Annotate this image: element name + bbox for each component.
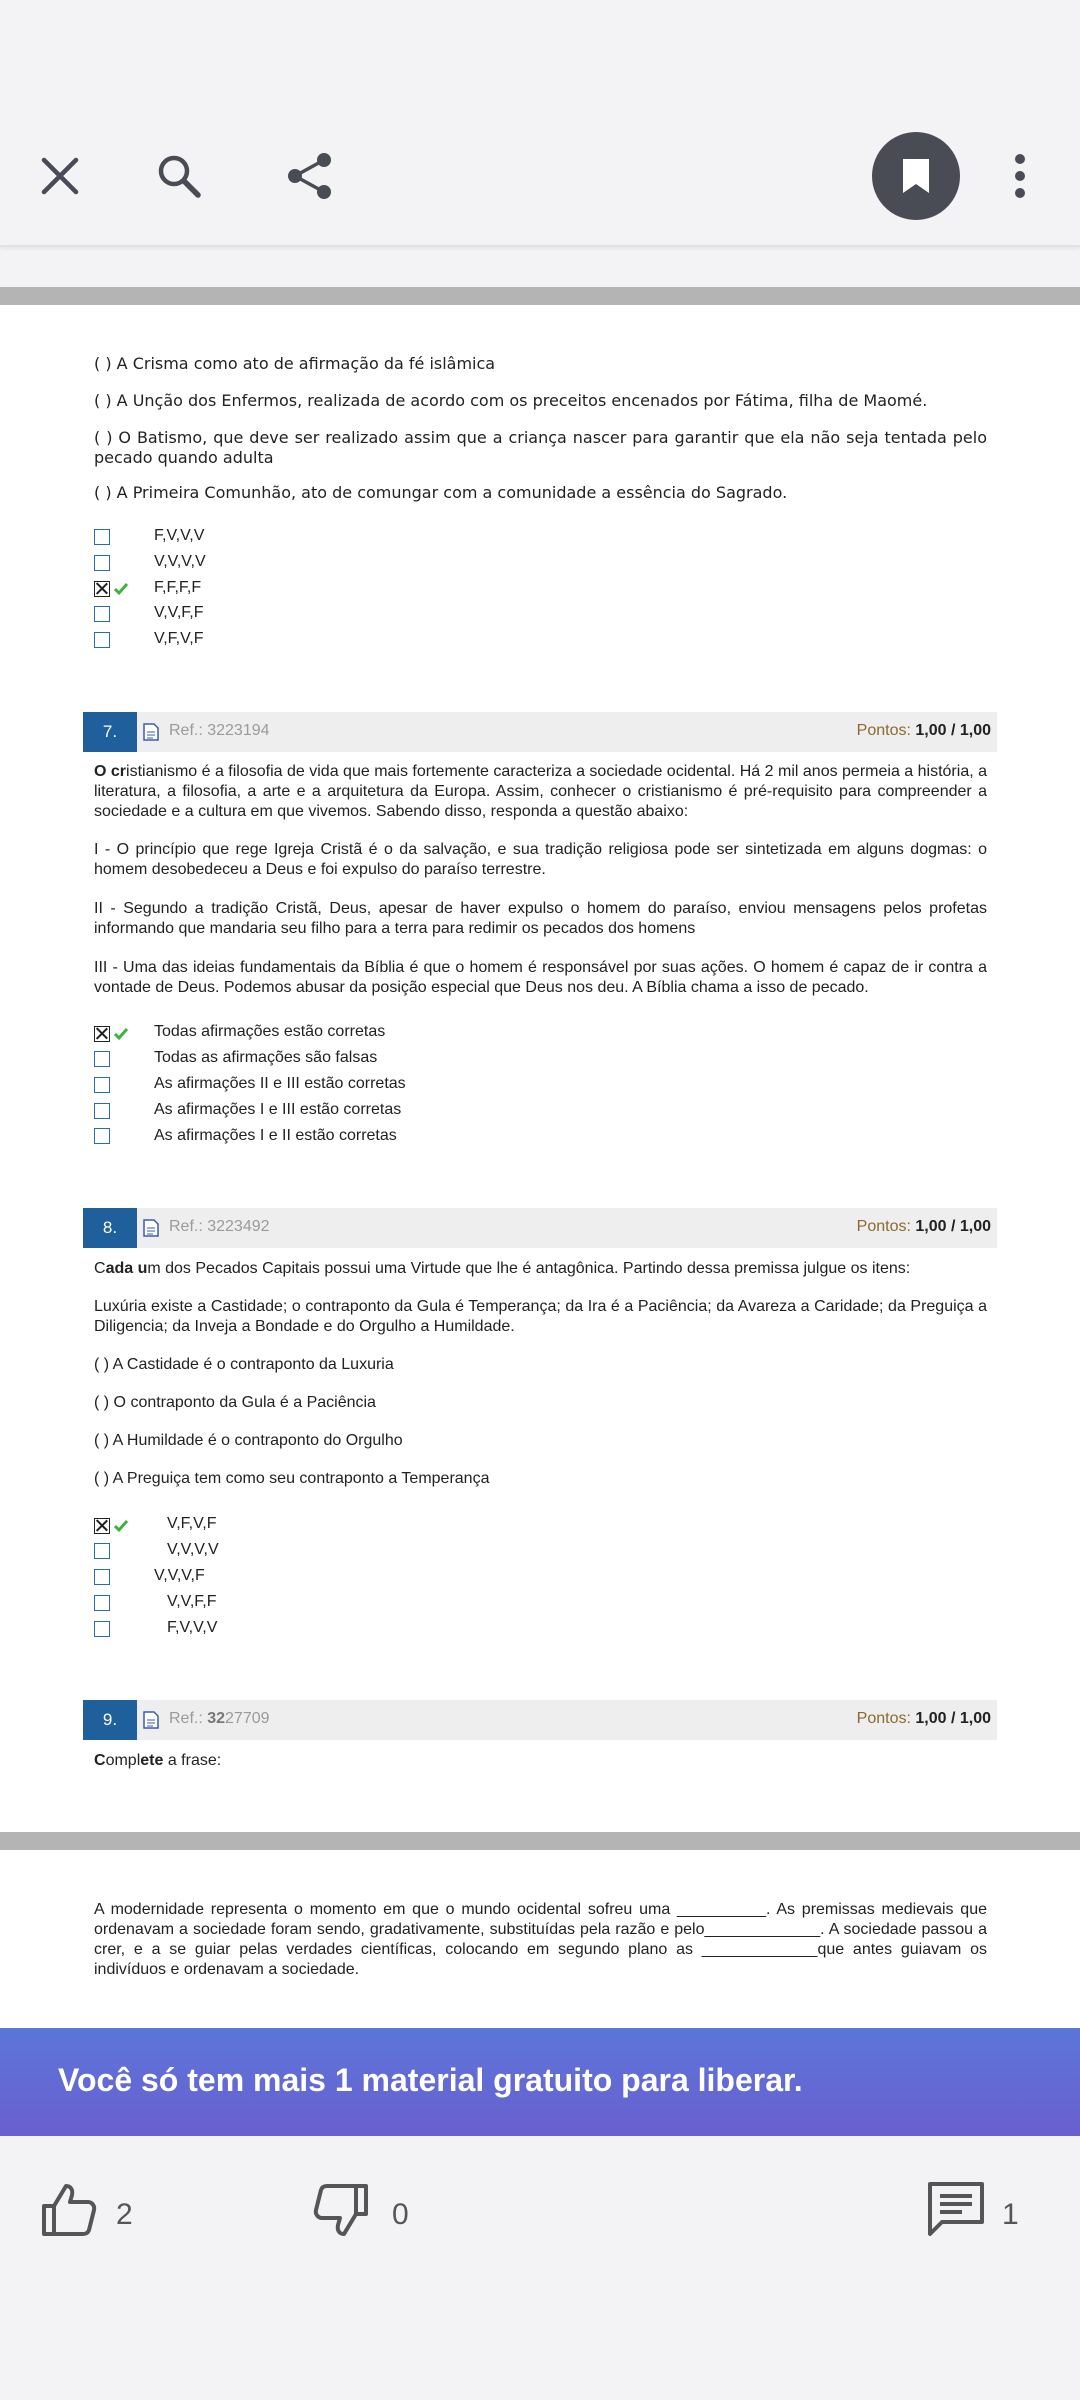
question-paragraph: Luxúria existe a Castidade; o contraponto da Gula é Temperança; da Ira é a Paciência; da Avareza a Caridade; da Preguiça a Diligencia; da Inveja a Bondade e do Orgulho a Humildade.: [94, 1298, 987, 1335]
free-material-banner[interactable]: [0, 2028, 1080, 2136]
option-label: V,F,V,F: [154, 630, 204, 647]
question-number: 9.: [83, 1700, 137, 1740]
document-page: [0, 305, 1080, 1832]
banner-text: Você só tem mais 1 material gratuito para liberar.: [58, 2062, 803, 2098]
document-icon: [143, 1219, 159, 1237]
option-label: V,V,V,V: [154, 553, 206, 570]
document-icon: [143, 1711, 159, 1729]
check-mark-icon: [114, 1027, 128, 1041]
option-checkbox-checked[interactable]: [94, 1515, 128, 1537]
statement: ( ) O contraponto da Gula é a Paciência: [94, 1394, 376, 1411]
question-ref: Ref.: 3227709: [169, 1710, 270, 1727]
statement: ( ) A Castidade é o contraponto da Luxuria: [94, 1356, 394, 1373]
document-icon: [143, 723, 159, 741]
question-item: III - Uma das ideias fundamentais da Bíblia é que o homem é responsável por suas ações. O homem é capaz de ir contra a vontade de Deus. Podemos abusar da posição especial que Deus nos deu. A Bíblia chama a isso de pecado.: [94, 959, 987, 996]
option-checkbox[interactable]: [94, 1592, 110, 1614]
comments-count: 1: [1002, 2198, 1019, 2231]
option-checkbox[interactable]: [94, 1125, 110, 1147]
question-text: Complete a frase:: [94, 1752, 222, 1769]
option-checkbox[interactable]: [94, 1100, 110, 1122]
question-header-7: [83, 712, 997, 752]
statement: ( ) A Primeira Comunhão, ato de comungar com a comunidade a essência do Sagrado.: [94, 483, 788, 502]
bottom-action-bar: [0, 2138, 1080, 2288]
option-label: V,V,F,F: [167, 1593, 217, 1610]
thumbs-up-icon[interactable]: [38, 2180, 98, 2240]
share-icon[interactable]: [274, 140, 346, 212]
question-header-8: [83, 1208, 997, 1248]
option-checkbox[interactable]: [94, 603, 110, 625]
statement: ( ) A Humildade é o contraponto do Orgulho: [94, 1432, 403, 1449]
question-text: Cada um dos Pecados Capitais possui uma Virtude que lhe é antagônica. Partindo dessa premissa julgue os itens:: [94, 1260, 911, 1277]
question-ref: Ref.: 3223492: [169, 1218, 270, 1235]
statement: ( ) A Preguiça tem como seu contraponto a Temperança: [94, 1470, 490, 1487]
option-label: V,V,V,F: [154, 1567, 205, 1584]
question-item: I - O princípio que rege Igreja Cristã é o da salvação, e sua tradição religiosa pode ser sintetizada em alguns dogmas: o homem desobedeceu a Deus e foi expulso do paraíso terrestre.: [94, 841, 987, 878]
check-mark-icon: [114, 1519, 128, 1533]
search-icon[interactable]: [143, 140, 215, 212]
option-label: Todas as afirmações são falsas: [154, 1049, 378, 1066]
option-checkbox[interactable]: [94, 1048, 110, 1070]
option-label: As afirmações II e III estão corretas: [154, 1075, 406, 1092]
option-label: F,V,V,V: [167, 1619, 218, 1636]
question-points: Pontos: 1,00 / 1,00: [856, 1710, 991, 1727]
option-label: Todas afirmações estão corretas: [154, 1023, 386, 1040]
likes-count: 2: [116, 2198, 133, 2231]
option-checkbox[interactable]: [94, 1074, 110, 1096]
question-ref: Ref.: 3223194: [169, 722, 270, 739]
option-checkbox[interactable]: [94, 1540, 110, 1562]
question-header-9: [83, 1700, 997, 1740]
option-checkbox-checked[interactable]: [94, 578, 128, 600]
option-checkbox[interactable]: [94, 629, 110, 651]
question-text: O cristianismo é a filosofia de vida que mais fortemente caracteriza a sociedade ocidental. Há 2 mil anos permeia a história, a literatura, a filosofia, a arte e a arquitetura da Europa. Assim, conhecer o cristianismo é pré-requisito para compreender a sociedade e a cultura em que vivemos. Sabendo disso, responda a questão abaixo:: [94, 763, 988, 820]
question-item: II - Segundo a tradição Cristã, Deus, apesar de haver expulso o homem do paraíso, enviou mensagens pelos profetas informando que mandaria seu filho para a terra para redimir os pecados dos homens: [94, 900, 987, 937]
option-checkbox[interactable]: [94, 552, 110, 574]
option-label: As afirmações I e III estão corretas: [154, 1101, 402, 1118]
option-checkbox[interactable]: [94, 1566, 110, 1588]
question-points: Pontos: 1,00 / 1,00: [856, 1218, 991, 1235]
option-label: As afirmações I e II estão corretas: [154, 1127, 397, 1144]
option-label: V,V,F,F: [154, 604, 204, 621]
thumbs-down-icon[interactable]: [312, 2180, 372, 2240]
option-label: F,F,F,F: [154, 579, 202, 596]
question-points: Pontos: 1,00 / 1,00: [856, 722, 991, 739]
option-checkbox-checked[interactable]: [94, 1023, 128, 1045]
comment-icon[interactable]: [926, 2180, 986, 2240]
bookmark-button[interactable]: [872, 132, 960, 220]
top-toolbar: [0, 0, 1080, 247]
page-separator: [0, 1832, 1080, 1850]
check-mark-icon: [114, 582, 128, 596]
option-label: V,F,V,F: [167, 1515, 217, 1532]
question-number: 8.: [83, 1208, 137, 1248]
option-checkbox[interactable]: [94, 526, 110, 548]
option-checkbox[interactable]: [94, 1618, 110, 1640]
document-page: [0, 1850, 1080, 2028]
dislikes-count: 0: [392, 2198, 409, 2231]
statement: ( ) A Crisma como ato de afirmação da fé islâmica: [94, 354, 496, 373]
statement: ( ) A Unção dos Enfermos, realizada de acordo com os preceitos encenados por Fátima, filha de Maomé.: [94, 391, 928, 410]
question-number: 7.: [83, 712, 137, 752]
page-separator: [0, 287, 1080, 305]
statement: ( ) O Batismo, que deve ser realizado assim que a criança nascer para garantir que ela não seja tentada pelo pecado quando adulta: [94, 428, 987, 467]
option-label: V,V,V,V: [167, 1541, 219, 1558]
option-label: F,V,V,V: [154, 527, 205, 544]
more-vert-icon[interactable]: [990, 140, 1050, 212]
question-paragraph: A modernidade representa o momento em que o mundo ocidental sofreu uma __________. As premissas medievais que ordenavam a sociedade foram sendo, gradativamente, substituídas pela razão e pelo_____________. A sociedade passou a crer, e a se guiar pelas verdades científicas, colocando em segundo plano as _____________que antes guiavam os indivíduos e ordenavam a sociedade.: [94, 1901, 987, 1978]
close-icon[interactable]: [24, 140, 96, 212]
bookmark-icon: [900, 157, 932, 195]
